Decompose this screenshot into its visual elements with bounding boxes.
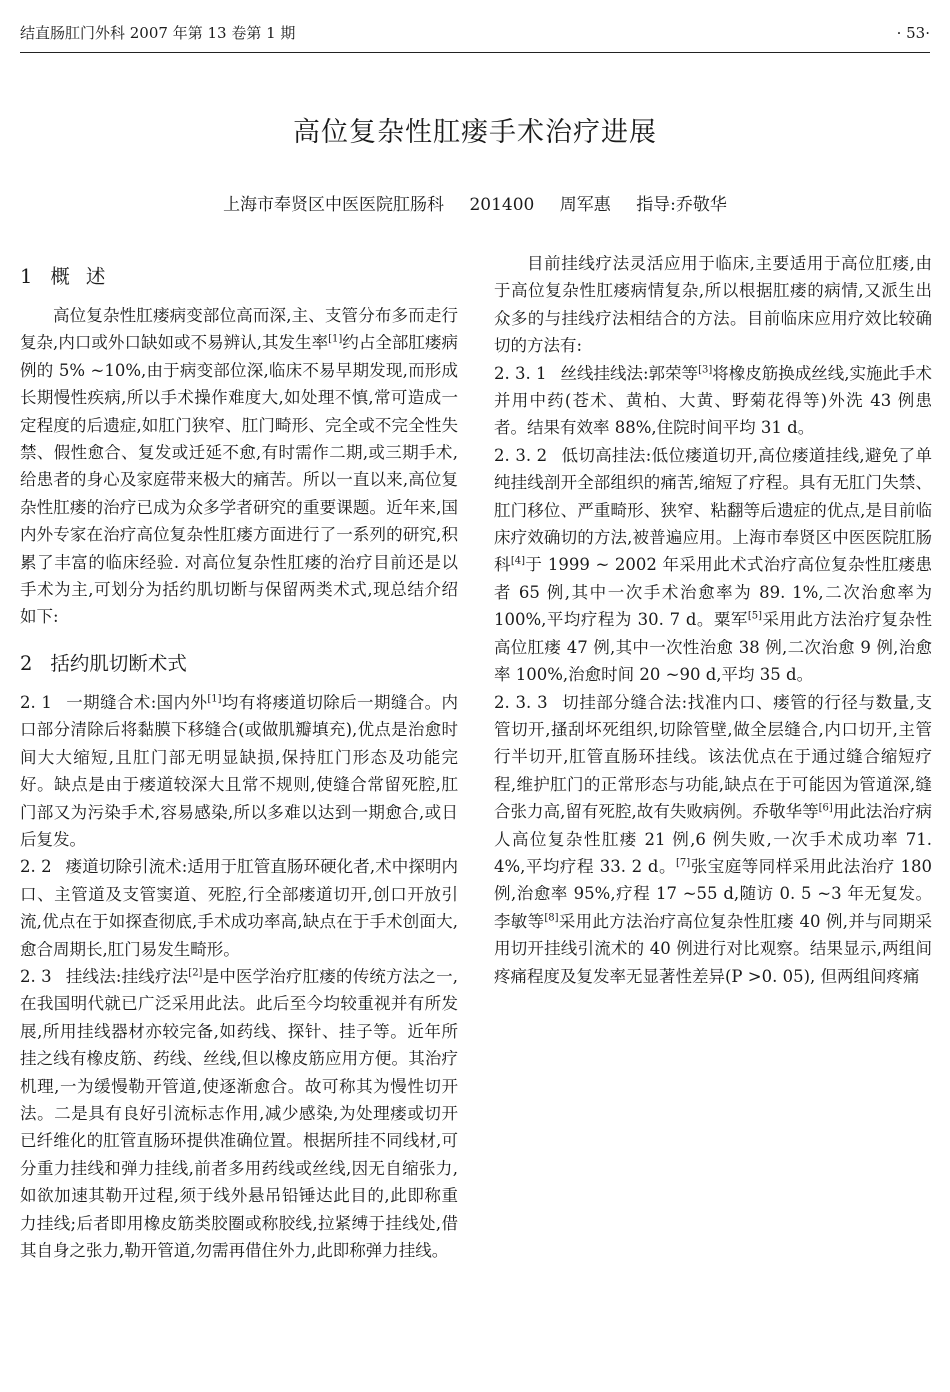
- subsection-2-2: [20, 853, 458, 963]
- advisor: 指导:乔敬华: [636, 195, 727, 215]
- citation-ref: [6]: [818, 802, 833, 814]
- text: 于 1999 ~ 2002 年采用此术式治疗高位复杂性肛瘘患者 65 例,其中一次手术治愈率为 89. 1%,二次治愈率为 100%,平均疗程为 30. 7 d。粟军: [494, 555, 933, 630]
- article-title: 高位复杂性肛瘘手术治疗进展: [293, 117, 657, 148]
- subsection-number: 2. 3. 1: [494, 363, 547, 383]
- subsection-number: 2. 3. 2: [494, 445, 548, 465]
- citation-ref: [4]: [510, 555, 526, 567]
- text: 约占全部肛瘘病例的 5% ~10%,由于病变部位深,临床不易早期发现,而形成长期慢性疾病,所以手术操作难度大,如处理不慎,常可造成一定程度的后遗症,如肛门狭窄、肛门畸形、完全或不完全性失禁、假性愈合、复发或迁延不愈,有时需作二期,或三期手术,给患者的身心及家庭带来极大的痛苦。所以一直以来,高位复杂性肛瘘的治疗已成为众多学者研究的重要课题。近年来,国内外专家在治疗高位复杂性肛瘘方面进行了一系列的研究,积累了丰富的临床经验. 对高位复杂性肛瘘的治疗目前还是以手术为主,可划分为括约肌切断与保留两类术式,现总结介绍如下:: [20, 333, 458, 627]
- text: 用此法治疗病人高位复杂性肛瘘 21 例,6 例失败,一次手术成功率 71. 4%,平均疗程 33. 2 d。: [494, 802, 932, 876]
- affiliation-line: [0, 190, 950, 215]
- text: 是中医学治疗肛瘘的传统方法之一,在我国明代就已广泛采用此法。此后至今均较重视并有所发展,所用挂线器材亦较完备,如药线、探针、挂子等。近年所挂之线有橡皮筋、药线、丝线,但以橡皮筋应用方便。其治疗机理,一为缓慢勒开管道,使逐渐愈合。故可称其为慢性切开法。二是具有良好引流标志作用,减少感染,为处理瘘或切开已纤维化的肛管直肠环提供准确位置。根据所挂不同线材,可分重力挂线和弹力挂线,前者多用药线或丝线,因无自缩张力,如欲加速其勒开过程,须于线外悬吊铅锤达此目的,此即称重力挂线;后者即用橡皮筋类胶圈或称胶线,拉紧缚于挂线处,借其自身之张力,勒开管道,勿需再借住外力,此即称弹力挂线。: [20, 966, 458, 1260]
- text: 丝线挂线法:郭荣等: [560, 363, 699, 383]
- section-number: 1: [20, 265, 33, 288]
- citation-ref: [3]: [698, 364, 713, 376]
- subsection-number: 2. 3. 3: [494, 692, 548, 712]
- subsection-2-3-1: [494, 360, 932, 442]
- subsection-number: 2. 2: [20, 857, 52, 877]
- subsection-number: 2. 3: [20, 966, 52, 986]
- page-number: · 53·: [896, 24, 930, 42]
- subsection-2-1: [20, 689, 458, 853]
- section-title: 括约肌切断术式: [50, 651, 187, 675]
- left-column: [20, 250, 458, 1264]
- citation-ref: [2]: [188, 967, 203, 979]
- citation-ref: [5]: [747, 610, 763, 622]
- citation-ref: [1]: [328, 333, 343, 345]
- postcode: 201400: [469, 195, 535, 215]
- section-number: 2: [20, 651, 33, 675]
- subsection-number: 2. 1: [20, 692, 52, 712]
- section-1-heading: [20, 262, 458, 292]
- text: 采用此方法治疗高位复杂性肛瘘 40 例,并与同期采用切开挂线引流术的 40 例进行对比观察。结果显示,两组间疼痛程度及复发率无显著性差异(P >0. 05), 但两组间疼痛: [494, 911, 933, 986]
- text: 将橡皮筋换成丝线,实施此手术并用中药(苍术、黄柏、大黄、野菊花得等)外洗 43 例患者。结果有效率 88%,住院时间平均 31 d。: [494, 363, 932, 438]
- text: 采用此方法治疗复杂性高位肛瘘 47 例,其中一次性治愈 38 例,二次治愈 9 例,治愈率 100%,治愈时间 20 ~90 d,平均 35 d。: [494, 610, 933, 685]
- subsection-2-3-3: [494, 689, 932, 990]
- text: 张宝庭等同样采用此法治疗 180 例,治愈率 95%,疗程 17 ~55 d,随访 0. 5 ~3 年无复发。李敏等: [494, 856, 932, 931]
- text: 一期缝合术:国内外: [65, 692, 208, 712]
- text: 均有将瘘道切除后一期缝合。内口部分清除后将黏膜下移缝合(或做肌瓣填充),优点是治愈时间大大缩短,且肛门部无明显缺损,保持肛门形态及功能完好。缺点是由于瘘道较深大且常不规则,使缝合常留死腔,肛门部又为污染手术,容易感染,所以多难以达到一期愈合,或日后复发。: [20, 692, 458, 849]
- running-header: [20, 18, 930, 53]
- right-column: [494, 250, 932, 990]
- text: 高位复杂性肛瘘病变部位高而深,主、支管分布多而走行复杂,内口或外口缺如或不易辨认,其发生率: [20, 306, 458, 353]
- citation-ref: [7]: [676, 857, 691, 869]
- section-2-heading: [20, 649, 458, 679]
- institution: 上海市奉贤区中医医院肛肠科: [223, 195, 445, 215]
- journal-citation: 结直肠肛门外科 2007 年第 13 卷第 1 期: [20, 24, 296, 42]
- text: 挂线法:挂线疗法: [65, 966, 189, 986]
- citation-ref: [8]: [544, 912, 559, 924]
- text: 切挂部分缝合法:找准内口、瘘管的行径与数量,支管切开,搔刮坏死组织,切除管壁,做全层缝合,内口切开,主管行半切开,肛管直肠环挂线。该法优点在于通过缝合缩短疗程,维护肛门的正常形态与功能,缺点在于可能因为管道深,缝合张力高,留有死腔,故有失败病例。乔敬华等: [494, 692, 932, 822]
- author: 周军惠: [559, 195, 611, 215]
- text: 瘘道切除引流术:适用于肛管直肠环硬化者,术中探明内口、主管道及支管窦道、死腔,行全部瘘道切开,创口开放引流,优点在于如探查彻底,手术成功率高,缺点在于手术创面大,愈合周期长,肛门易发生畸形。: [20, 857, 458, 959]
- section-1-paragraph: [20, 302, 458, 631]
- section-title: 概述: [50, 265, 122, 288]
- text: 低切高挂法:低位瘘道切开,高位瘘道挂线,避免了单纯挂线剖开全部组织的痛苦,缩短了疗程。具有无肛门失禁、肛门移位、严重畸形、狭窄、粘翻等后遗症的优点,是目前临床疗效确切的方法,被普遍应用。上海市奉贤区中医医院肛肠科: [494, 445, 932, 575]
- citation-ref: [1]: [207, 693, 222, 705]
- subsection-2-3: [20, 963, 458, 1264]
- paragraph: 目前挂线疗法灵活应用于临床,主要适用于高位肛瘘,由于高位复杂性肛瘘病情复杂,所以根据肛瘘的病情,又派生出众多的与挂线疗法相结合的方法。目前临床应用疗效比较确切的方法有:: [494, 254, 932, 356]
- subsection-2-3-2: [494, 442, 932, 689]
